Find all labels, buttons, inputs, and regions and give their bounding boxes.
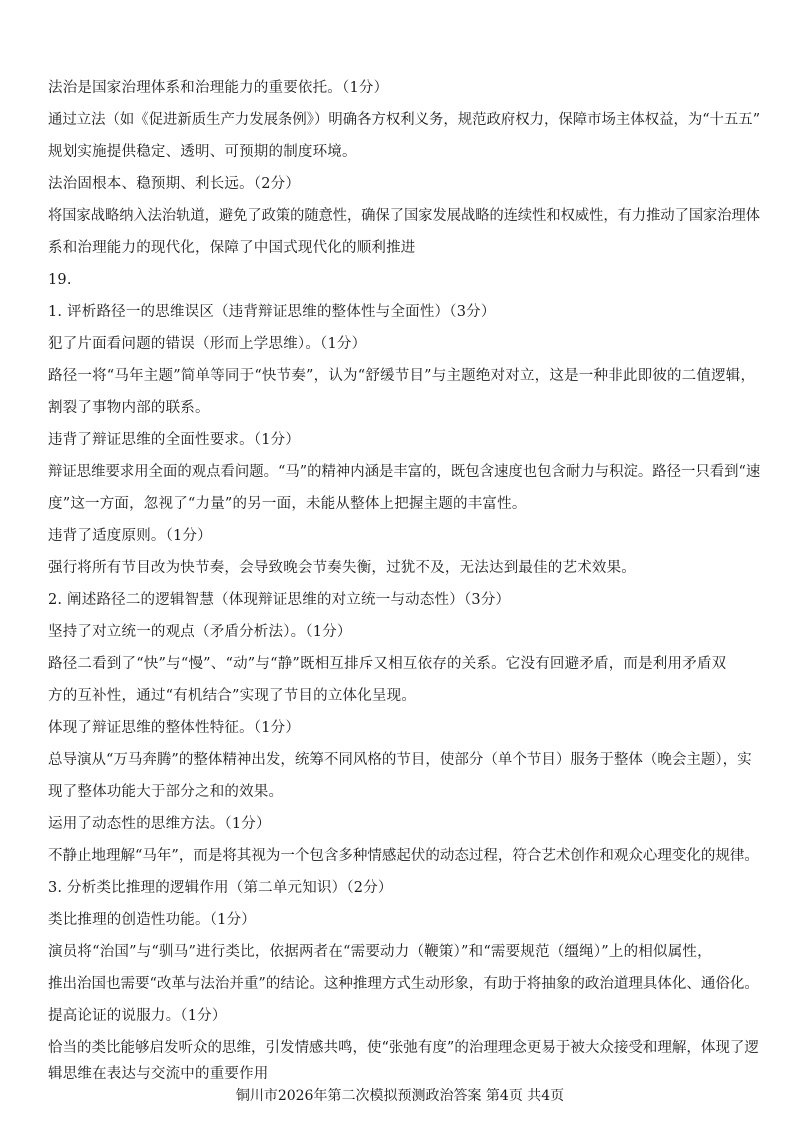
text-line: 辑思维在表达与交流中的重要作用 (48, 1066, 269, 1082)
text-line: 割裂了事物内部的联系。 (48, 400, 210, 416)
text-line: 现了整体功能大于部分之和的效果。 (48, 784, 284, 800)
text-line: 通过立法（如《促进新质生产力发展条例》）明确各方权利义务，规范政府权力，保障市场主体权益，为“十五五” (48, 112, 761, 128)
text-line: 体现了辩证思维的整体性特征。（1分） (48, 720, 301, 736)
text-line: 坚持了对立统一的观点（矛盾分析法）。（1分） (48, 624, 352, 640)
page-footer: 铜川市2026年第二次模拟预测政治答案 第4页 共4页 (235, 1088, 565, 1104)
text-line: 总导演从“万马奔腾”的整体精神出发，统筹不同风格的节目，使部分（单个节目）服务于整体（晚会主题），实 (48, 752, 752, 768)
section-heading: 2. 阐述路径二的逻辑智慧（体现辩证思维的对立统一与动态性）（3分） (48, 592, 511, 608)
text-line: 强行将所有节目改为快节奏，会导致晚会节奏失衡，过犹不及，无法达到最佳的艺术效果。 (48, 560, 636, 576)
section-heading: 3. 分析类比推理的逻辑作用（第二单元知识）（2分） (48, 880, 393, 896)
text-line: 演员将“治国”与“驯马”进行类比，依据两者在“需要动力（鞭策）”和“需要规范（缰绳）”上的相似属性， (48, 944, 712, 960)
text-line: 法治固根本、稳预期、利长远。（2分） (48, 176, 301, 192)
text-line: 类比推理的创造性功能。（1分） (48, 912, 256, 928)
text-line: 系和治理能力的现代化，保障了中国式现代化的顺利推进 (48, 240, 416, 256)
section-heading: 1. 评析路径一的思维误区（违背辩证思维的整体性与全面性）（3分） (48, 304, 496, 320)
text-line: 运用了动态性的思维方法。（1分） (48, 816, 271, 832)
text-line: 辩证思维要求用全面的观点看问题。“马”的精神内涵是丰富的，既包含速度也包含耐力与积淀。路径一只看到“速 (48, 464, 761, 480)
text-line: 路径二看到了“快”与“慢”、“动”与“静”既相互排斥又相互依存的关系。它没有回避矛盾，而是利用矛盾双 (48, 656, 727, 672)
text-line: 提高论证的说服力。（1分） (48, 1008, 227, 1024)
question-number: 19. (48, 272, 72, 288)
text-line: 路径一将“马年主题”简单等同于“快节奏”，认为“舒缓节目”与主题绝对对立，这是一种非此即彼的二值逻辑， (48, 368, 756, 384)
text-line: 推出治国也需要“改革与法治并重”的结论。这种推理方式生动形象，有助于将抽象的政治道理具体化、通俗化。 (48, 976, 759, 992)
text-line: 违背了辩证思维的全面性要求。（1分） (48, 432, 301, 448)
text-line: 犯了片面看问题的错误（形而上学思维）。（1分） (48, 336, 367, 352)
text-line: 规划实施提供稳定、透明、可预期的制度环境。 (48, 144, 357, 160)
text-line: 将国家战略纳入法治轨道，避免了政策的随意性，确保了国家发展战略的连续性和权威性，有力推动了国家治理体 (48, 208, 761, 224)
text-line: 方的互补性，通过“有机结合”实现了节目的立体化呈现。 (48, 688, 417, 704)
text-line: 违背了适度原则。（1分） (48, 528, 212, 544)
text-line: 恰当的类比能够启发听众的思维，引发情感共鸣，使“张弛有度”的治理理念更易于被大众接受和理解，体现了逻 (48, 1040, 759, 1056)
text-line: 法治是国家治理体系和治理能力的重要依托。（1分） (48, 80, 389, 96)
text-line: 度”这一方面，忽视了“力量”的另一面，未能从整体上把握主题的丰富性。 (48, 496, 527, 512)
text-line: 不静止地理解“马年”，而是将其视为一个包含多种情感起伏的动态过程，符合艺术创作和观众心理变化的规律。 (48, 848, 759, 864)
